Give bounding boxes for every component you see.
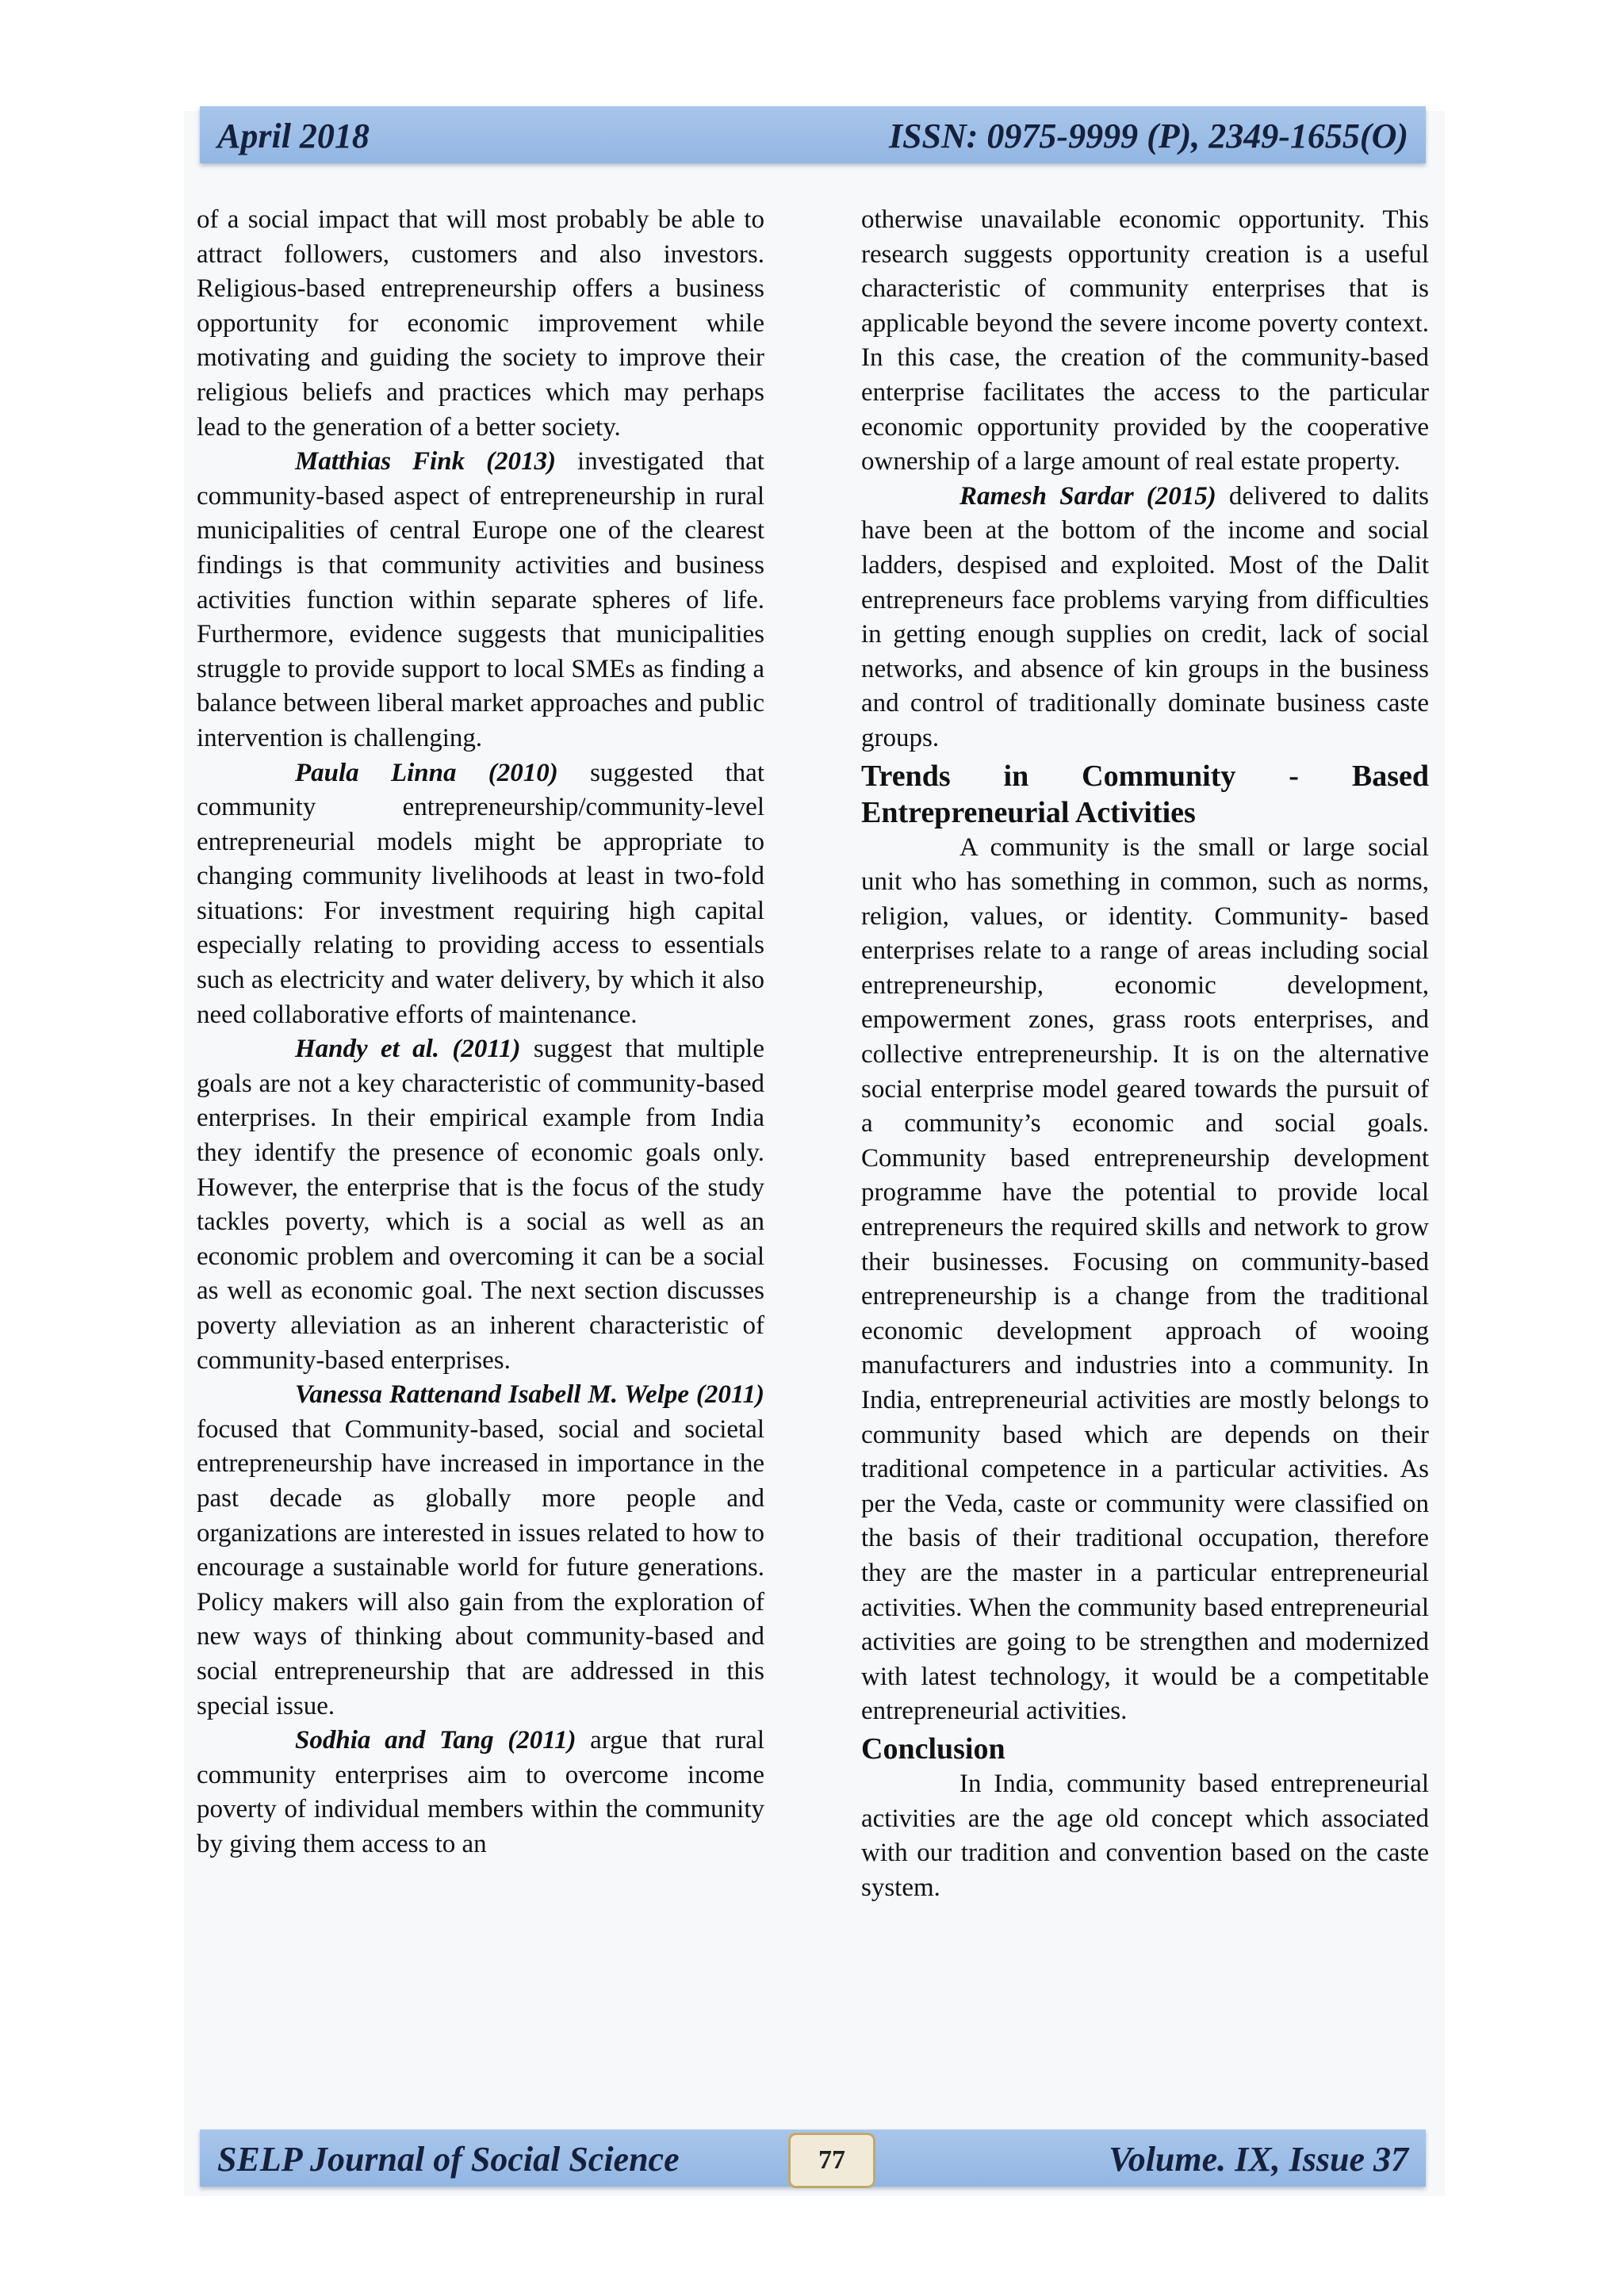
header-date: April 2018 [217, 117, 370, 155]
paragraph [197, 1724, 764, 1862]
paragraph-text: argue that rural community enterprises aim to overcome income poverty of individual members within the community by giving them access to an [197, 1726, 764, 1858]
author-citation: Paula Linna (2010) [295, 758, 558, 787]
paragraph [197, 1032, 764, 1378]
paragraph: A community is the small or large social unit who has something in common, such as norms, religion, values, or identity. Community- based enterprises relate to a range of areas including social entrepreneurship, economic development, empowerment zones, grass roots enterprises, and collective entrepreneurship. It is on the alternative social enterprise model geared towards the pursuit of a community’s economic and social goals. Community based entrepreneurship development programme have the potential to provide local entrepreneurs the required skills and network to grow their businesses. Focusing on community-based entrepreneurship is a change from the traditional economic development approach of wooing manufacturers and industries into a community. In India, entrepreneurial activities are mostly belongs to community based which are depends on their traditional competence in a particular activities. As per the Veda, caste or community were classified on the basis of their traditional occupation, therefore they are the master in a particular entrepreneurial activities. When the community based entrepreneurial activities are going to be strengthen and modernized with latest technology, it would be a competitable entrepreneurial activities. [861, 832, 1429, 1726]
paragraph [197, 1378, 764, 1724]
section-heading-conclusion: Conclusion [861, 1732, 1005, 1766]
paragraph: of a social impact that will most probably be able to attract followers, customers and also investors. Religious-based entrepreneurship offers a business opportunity for economic improvement while motivating and guiding the society to improve their religious beliefs and practices which may perhaps lead to the generation of a better society. [197, 205, 764, 442]
page-header [200, 106, 1426, 163]
author-citation: Matthias Fink (2013) [295, 447, 557, 476]
right-column [861, 203, 1429, 1905]
paragraph [197, 445, 764, 756]
paragraph-text: suggest that multiple goals are not a key characteristic of community-based enterprises. In their empirical example from India they identify the presence of economic goals only. However, the enterprise that is the focus of the study tackles poverty, which is a social as well as an economic problem and overcoming it can be a social as well as economic goal. The next section discusses poverty alleviation as an inherent characteristic of community-based enterprises. [197, 1035, 764, 1375]
page-number: 77 [788, 2133, 875, 2188]
paragraph-text: investigated that community-based aspect of entrepreneurship in rural municipalities of central Europe one of the clearest findings is that community activities and business activities function within separate spheres of life. Furthermore, evidence suggests that municipalities struggle to provide support to local SMEs as finding a balance between liberal market approaches and public intervention is challenging. [197, 447, 764, 752]
author-citation: Handy et al. (2011) [295, 1035, 521, 1064]
footer-volume: Volume. IX, Issue 37 [1109, 2140, 1408, 2179]
paragraph: otherwise unavailable economic opportunity. This research suggests opportunity creation is a useful characteristic of community enterprises that is applicable beyond the severe income poverty context. In this case, the creation of the community-based enterprise facilitates the access to the particular economic opportunity provided by the cooperative ownership of a large amount of real estate property. [861, 205, 1429, 476]
author-citation: Vanessa Rattenand Isabell M. Welpe (2011) [295, 1380, 764, 1410]
left-column [197, 203, 764, 1862]
paragraph [861, 480, 1429, 756]
paragraph: In India, community based entrepreneurial activities are the age old concept which associated with our tradition and convention based on the caste system. [861, 1769, 1429, 1902]
paragraph-text: delivered to dalits have been at the bottom of the income and social ladders, despised and exploited. Most of the Dalit entrepreneurs face problems varying from difficulties in getting enough supplies on credit, lack of social networks, and absence of kin groups in the business and control of traditionally dominate business caste groups. [861, 481, 1429, 752]
header-issn: ISSN: 0975-9999 (P), 2349-1655(O) [888, 117, 1408, 155]
paragraph [197, 756, 764, 1033]
author-citation: Sodhia and Tang (2011) [295, 1726, 576, 1755]
section-heading-trends: Trends in Community - Based Entrepreneurial Activities [861, 759, 1429, 829]
paragraph-text: focused that Community-based, social and societal entrepreneurship have increased in importance in the past decade as globally more people and organizations are interested in issues related to how to encourage a sustainable world for future generations. Policy makers will also gain from the exploration of new ways of thinking about community-based and social entrepreneurship that are addressed in this special issue. [197, 1414, 764, 1720]
author-citation: Ramesh Sardar (2015) [959, 481, 1216, 511]
footer-journal-name: SELP Journal of Social Science [217, 2140, 680, 2179]
paragraph-text: suggested that community entrepreneurship/community-level entrepreneurial models might be appropriate to changing community livelihoods at least in two-fold situations: For investment requiring high capital especially relating to providing access to essentials such as electricity and water delivery, by which it also need collaborative efforts of maintenance. [197, 758, 764, 1029]
